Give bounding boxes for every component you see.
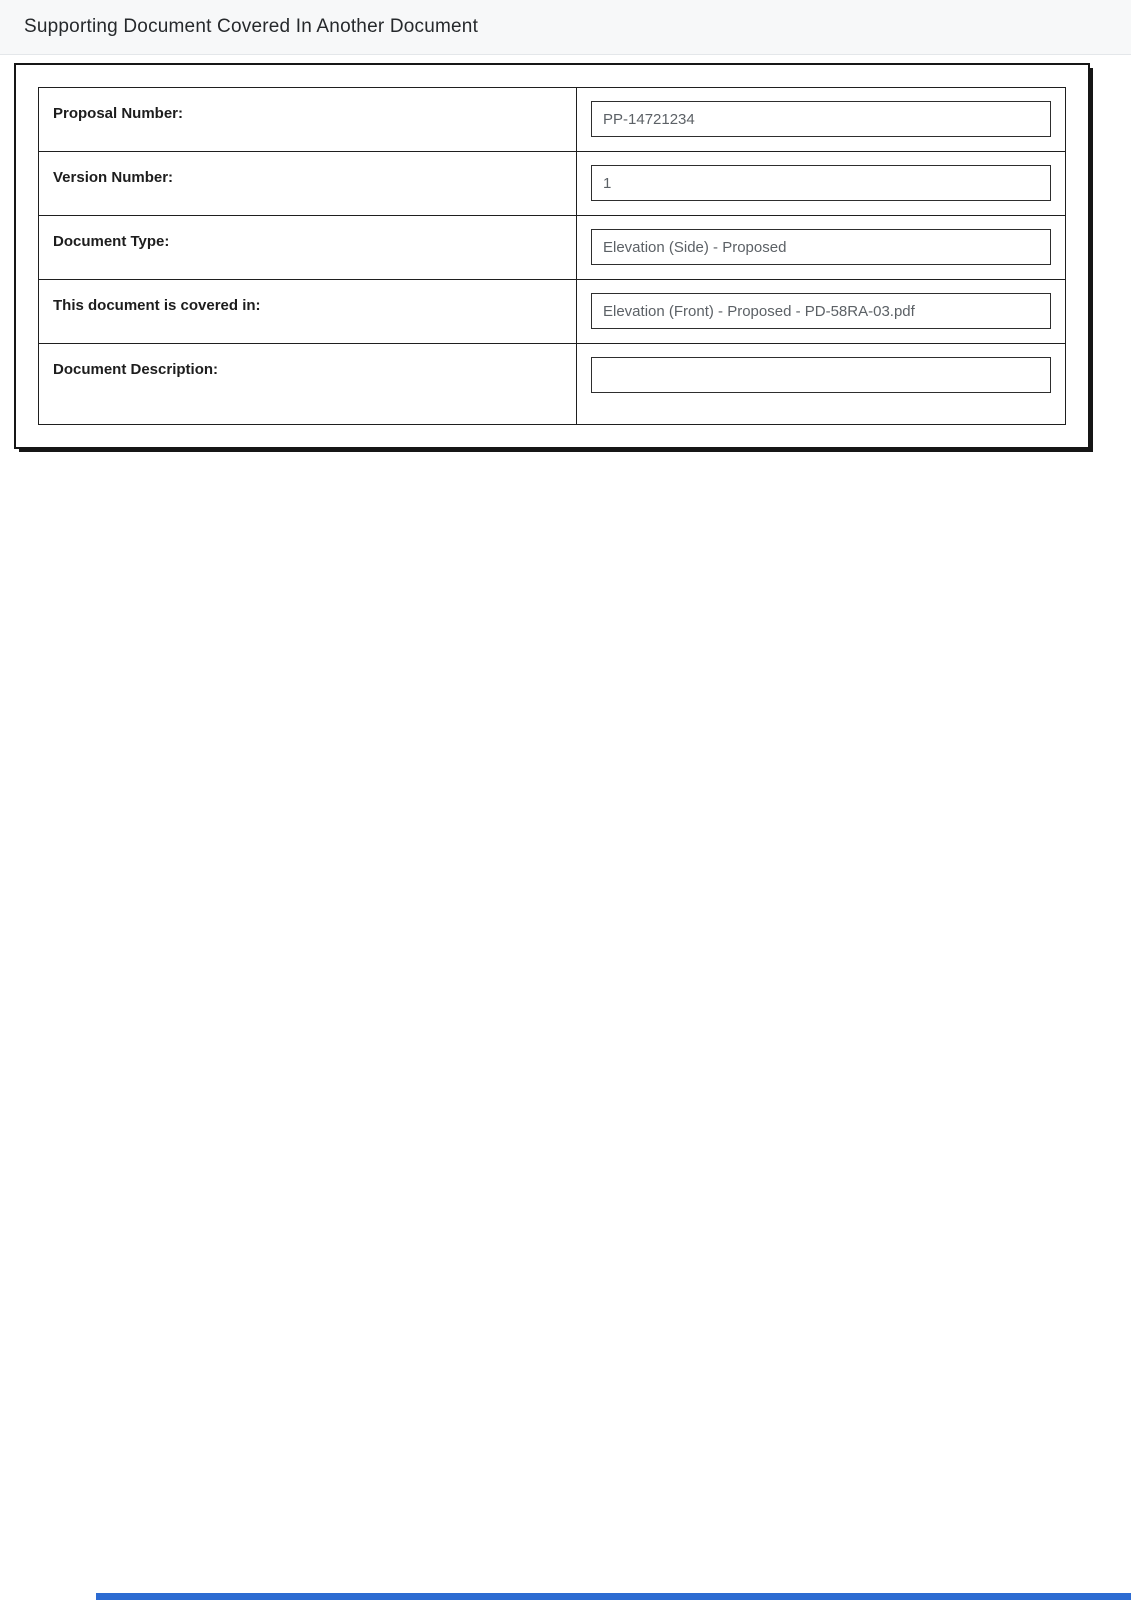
table-row	[39, 344, 1065, 424]
page-header	[0, 0, 1131, 55]
table-row	[39, 152, 1065, 216]
document-type-cell	[577, 216, 1065, 279]
table-row	[39, 216, 1065, 280]
covered-in-field[interactable]	[591, 293, 1051, 329]
version-number-label: Version Number:	[39, 152, 577, 215]
proposal-number-label: Proposal Number:	[39, 88, 577, 151]
document-description-label: Document Description:	[39, 344, 577, 424]
bottom-accent-bar	[96, 1593, 1131, 1600]
version-number-cell	[577, 152, 1065, 215]
covered-in-cell	[577, 280, 1065, 343]
supporting-document-form	[38, 87, 1066, 425]
document-type-label: Document Type:	[39, 216, 577, 279]
document-panel	[14, 63, 1090, 449]
document-description-field[interactable]	[591, 357, 1051, 393]
table-row	[39, 280, 1065, 344]
version-number-field[interactable]	[591, 165, 1051, 201]
document-description-cell	[577, 344, 1065, 424]
proposal-number-cell	[577, 88, 1065, 151]
covered-in-label: This document is covered in:	[39, 280, 577, 343]
table-row	[39, 88, 1065, 152]
page-title: Supporting Document Covered In Another Document	[24, 16, 479, 37]
proposal-number-field[interactable]	[591, 101, 1051, 137]
document-type-field[interactable]	[591, 229, 1051, 265]
